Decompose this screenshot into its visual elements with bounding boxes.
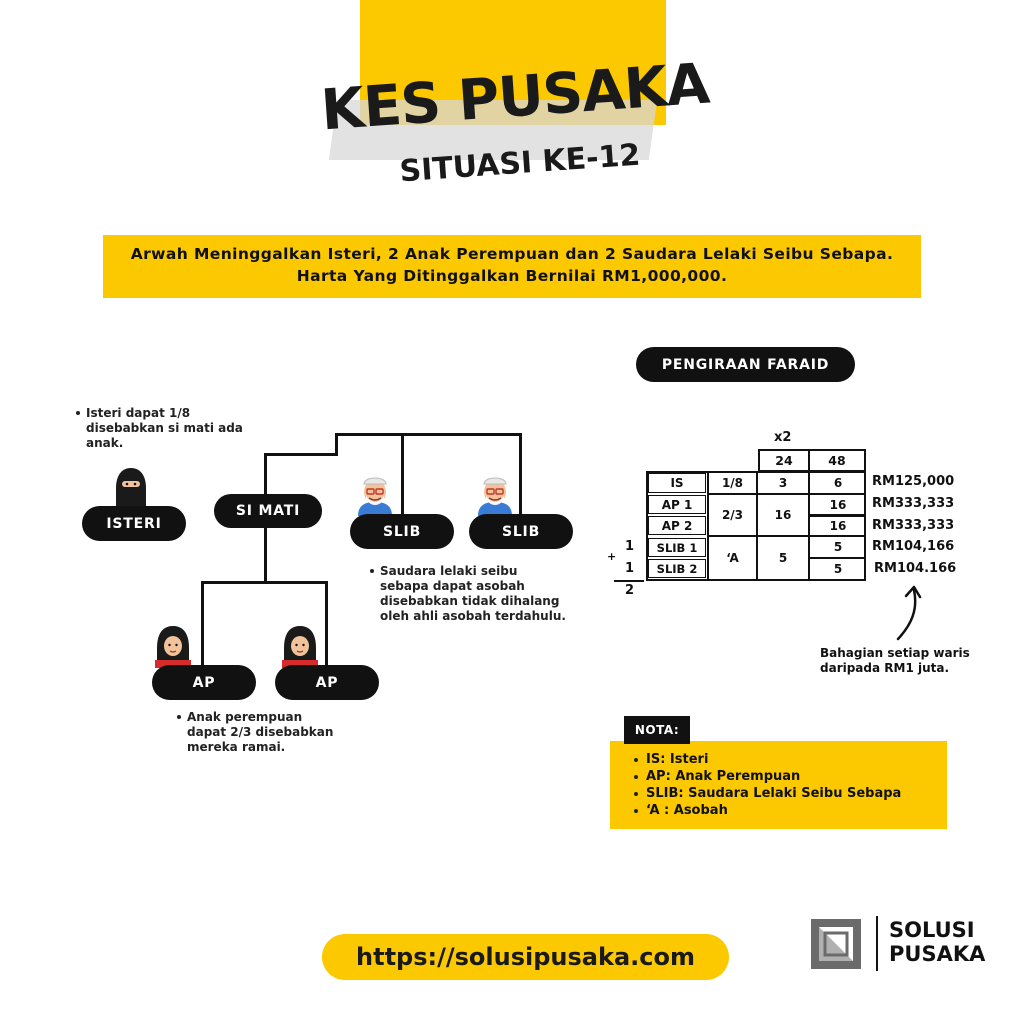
tree-line — [201, 581, 204, 667]
tree-line — [401, 433, 404, 515]
multiplier-label: x2 — [774, 430, 792, 445]
tree-line — [325, 581, 328, 667]
tree-line — [264, 453, 267, 495]
ap-2-node: AP — [275, 665, 379, 700]
man-kopiah-icon — [356, 472, 394, 516]
bullet-icon — [634, 775, 638, 779]
brand-line-1: SOLUSI — [889, 918, 975, 942]
table-cell-share: 1/8 — [721, 476, 744, 490]
table-cell-share: 2/3 — [721, 508, 744, 522]
slib-note-text: Saudara lelaki seibu sebapa dapat asobah disebabkan tidak dihalang oleh ahli asobah terdahulu. — [380, 564, 566, 623]
bullet-icon — [177, 715, 181, 719]
amount-label: RM104,166 — [872, 539, 955, 554]
page-subtitle: SITUASI KE-12 — [398, 137, 642, 190]
brand-line-2: PUSAKA — [889, 942, 986, 966]
ap-1-node: AP — [152, 665, 256, 700]
tree-line — [335, 433, 338, 455]
table-cell-heir: AP 1 — [648, 495, 706, 514]
amount-label: RM333,333 — [872, 496, 955, 511]
isteri-note — [86, 406, 251, 451]
nota-item — [646, 751, 901, 768]
table-cell-double: 5 — [833, 540, 843, 554]
ap-note-text: Anak perempuan dapat 2/3 disebabkan mereka ramai. — [187, 710, 334, 754]
nota-tag: NOTA: — [624, 716, 690, 744]
logo-divider — [876, 916, 878, 971]
faraid-header: PENGIRAAN FARAID — [636, 347, 855, 382]
table-cell-double: 16 — [829, 497, 847, 512]
nota-item-text: SLIB: Saudara Lelaki Seibu Sebapa — [646, 786, 902, 801]
case-description-line-1: Arwah Meninggalkan Isteri, 2 Anak Perempuan dan 2 Saudara Lelaki Seibu Sebapa. — [130, 245, 894, 263]
table-header-base: 24 — [758, 449, 810, 472]
fraction-denominator: 2 — [625, 583, 635, 598]
woman-hijab-icon — [153, 624, 193, 668]
table-cell-base: 5 — [778, 551, 788, 565]
nota-item-text: AP: Anak Perempuan — [646, 769, 801, 784]
nota-item — [646, 802, 901, 819]
website-link[interactable]: https://solusipusaka.com — [322, 934, 729, 980]
bullet-icon — [634, 758, 638, 762]
woman-hijab-icon — [280, 624, 320, 668]
case-description-line-2: Harta Yang Ditinggalkan Bernilai RM1,000,000. — [296, 267, 728, 285]
tree-line — [335, 433, 522, 436]
ap-note — [187, 710, 342, 755]
table-cell-heir: IS — [648, 473, 706, 493]
nota-item — [646, 785, 901, 802]
slib-1-node: SLIB — [350, 514, 454, 549]
tree-line — [519, 433, 522, 515]
table-cell-double: 5 — [833, 562, 843, 576]
fraction-numerator: 1 — [625, 539, 635, 554]
nota-list — [646, 751, 901, 819]
table-cell-base: 16 — [774, 508, 792, 522]
bullet-icon — [634, 792, 638, 796]
fraction-numerator: 1 — [625, 561, 635, 576]
tree-line — [201, 581, 328, 584]
si-mati-node: SI MATI — [214, 494, 322, 528]
brand-name — [889, 918, 985, 966]
amount-label: RM125,000 — [872, 474, 955, 489]
slib-2-node: SLIB — [469, 514, 573, 549]
fraction-bar — [614, 580, 644, 582]
table-cell-heir: SLIB 1 — [648, 538, 706, 557]
table-cell-double: 6 — [833, 476, 843, 490]
slib-note — [380, 564, 570, 624]
nota-item-text: IS: Isteri — [646, 752, 709, 767]
amount-label: RM333,333 — [872, 518, 955, 533]
tree-line — [264, 527, 267, 583]
table-cell-share: ‘A — [726, 551, 739, 565]
table-cell-base: 3 — [778, 476, 788, 490]
case-description-banner — [103, 235, 921, 298]
isteri-note-text: Isteri dapat 1/8 disebabkan si mati ada anak. — [86, 406, 243, 450]
bullet-icon — [76, 411, 80, 415]
bullet-icon — [634, 809, 638, 813]
isteri-node: ISTERI — [82, 506, 186, 541]
plus-sign: + — [607, 550, 617, 563]
amount-label: RM104.166 — [874, 561, 957, 576]
table-header-double: 48 — [808, 449, 866, 472]
arrow-note: Bahagian setiap waris daripada RM1 juta. — [820, 646, 970, 675]
woman-niqab-icon — [111, 466, 151, 508]
page-title: KES PUSAKA — [318, 51, 711, 144]
table-cell-heir: AP 2 — [648, 516, 706, 535]
tree-line — [264, 453, 338, 456]
nota-item — [646, 768, 901, 785]
table-cell-double: 16 — [829, 519, 847, 533]
table-cell-heir: SLIB 2 — [648, 559, 706, 578]
bullet-icon — [370, 569, 374, 573]
solusi-pusaka-logo-icon — [811, 919, 861, 969]
nota-item-text: ‘A : Asobah — [646, 803, 728, 818]
man-kopiah-icon — [476, 472, 514, 516]
curved-arrow-icon — [890, 584, 930, 642]
